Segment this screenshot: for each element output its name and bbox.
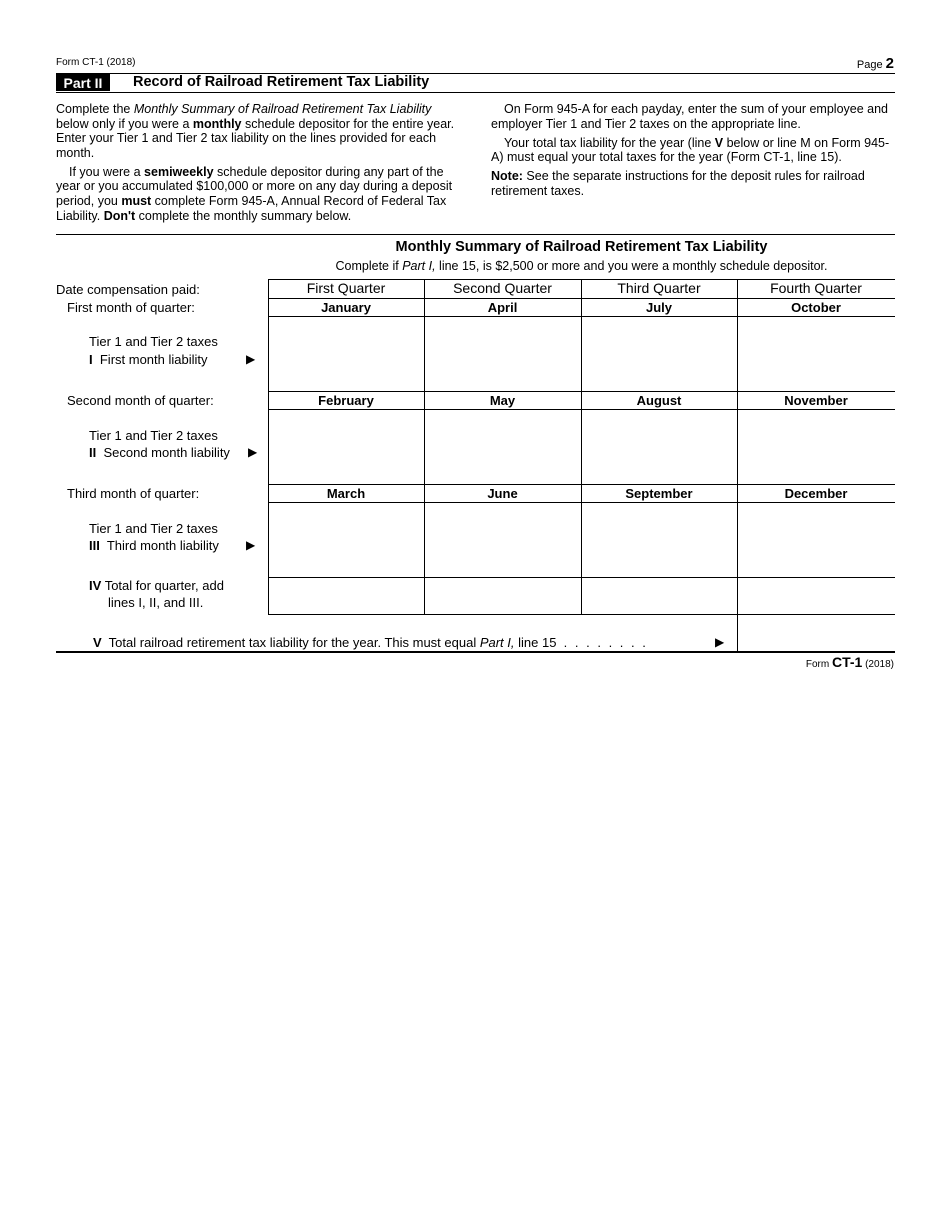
summary-title: Monthly Summary of Railroad Retirement Tax Liability [395, 239, 768, 255]
page-label: Page [856, 59, 883, 71]
line-II-q2-input[interactable] [425, 410, 581, 484]
month-august: August [636, 393, 682, 408]
month-september: September [625, 486, 693, 501]
line-IV-label-2: lines I, II, and III. [108, 595, 204, 610]
form-header-left: Form CT-1 (2018) [56, 57, 136, 68]
instructions-left-p1: Complete the Monthly Summary of Railroad Retirement Tax Liability below only if you were a monthly schedule depositor for the entire year. Enter your Tier 1 and Tier 2 tax liability on the lines provided for each month. [56, 102, 455, 160]
second-month-label: Second month of quarter: [67, 393, 214, 408]
arrow-right-icon: ▶ [715, 635, 725, 649]
line-I-q4-input[interactable] [738, 317, 895, 391]
line-IV-label: IV Total for quarter, add [89, 578, 224, 593]
arrow-right-icon: ▶ [248, 445, 258, 459]
line-III-q3-input[interactable] [582, 503, 737, 577]
line-IV-q4-input[interactable] [738, 578, 895, 614]
first-month-label: First month of quarter: [67, 300, 195, 315]
page-number-value: 2 [885, 55, 894, 72]
tier-label-3: Tier 1 and Tier 2 taxes [89, 521, 218, 536]
month-july: July [645, 300, 672, 315]
date-compensation-label: Date compensation paid: [56, 282, 200, 297]
month-may: May [489, 393, 516, 408]
instructions-right-p2: Your total tax liability for the year (line V below or line M on Form 945-A) must equal your total taxes for the year (Form CT-1, line 15). [491, 135, 890, 165]
quarter-header-2: Second Quarter [453, 280, 552, 296]
instructions-left-p2: If you were a semiweekly schedule depositor during any part of the year or you accumulated $100,000 or more on any day during a deposit period, you must complete Form 945-A, Annual Record of Federal Tax Liability. Don't complete the monthly summary below. [56, 164, 453, 223]
tier-label-1: Tier 1 and Tier 2 taxes [89, 334, 218, 349]
line-V-total-input[interactable] [738, 615, 895, 651]
instructions-left [56, 102, 456, 228]
arrow-right-icon: ▶ [246, 538, 256, 552]
month-january: January [321, 300, 371, 315]
page-number [857, 55, 894, 72]
quarter-header-4: Fourth Quarter [770, 280, 862, 296]
section-rule [56, 234, 895, 235]
summary-subtitle: Complete if Part I, line 15, is $2,500 or more and you were a monthly schedule depositor. [335, 259, 828, 273]
part-title: Record of Railroad Retirement Tax Liability [133, 74, 430, 90]
line-IV-q2-input[interactable] [425, 578, 581, 614]
month-february: February [318, 393, 374, 408]
grid-bottom [56, 651, 895, 653]
month-june: June [487, 486, 518, 501]
part-rule [56, 92, 895, 93]
arrow-right-icon: ▶ [246, 352, 256, 366]
instructions-right-note: Note: See the separate instructions for the deposit rules for railroad retirement taxes. [491, 169, 865, 198]
instructions-right [491, 102, 895, 203]
month-november: November [784, 393, 848, 408]
quarter-header-3: Third Quarter [617, 280, 701, 296]
month-december: December [784, 486, 848, 501]
line-II-label: II Second month liability [89, 445, 230, 460]
third-month-label: Third month of quarter: [67, 486, 200, 501]
line-III-q4-input[interactable] [738, 503, 895, 577]
tier-label-2: Tier 1 and Tier 2 taxes [89, 428, 218, 443]
line-V-label: V Total railroad retirement tax liability for the year. This must equal Part I, line 15 . . . . . . . . [93, 635, 648, 650]
month-march: March [326, 486, 366, 501]
part-badge: Part II [56, 74, 110, 91]
form-footer: Form CT-1 (2018) [805, 654, 894, 670]
line-I-q2-input[interactable] [425, 317, 581, 391]
line-IV-q3-input[interactable] [582, 578, 737, 614]
line-III-label: III Third month liability [89, 538, 219, 553]
line-II-q4-input[interactable] [738, 410, 895, 484]
line-III-q2-input[interactable] [425, 503, 581, 577]
line-II-q3-input[interactable] [582, 410, 737, 484]
line-I-label: I First month liability [89, 352, 208, 367]
line-I-q1-input[interactable] [269, 317, 424, 391]
month-april: April [487, 300, 518, 315]
instructions-right-p1: On Form 945-A for each payday, enter the sum of your employee and employer Tier 1 and Tier 2 taxes on the appropriate line. [491, 102, 889, 131]
line-III-q1-input[interactable] [269, 503, 424, 577]
line-I-q3-input[interactable] [582, 317, 737, 391]
month-october: October [791, 300, 841, 315]
line-II-q1-input[interactable] [269, 410, 424, 484]
quarter-header-1: First Quarter [306, 280, 386, 296]
line-IV-q1-input[interactable] [269, 578, 424, 614]
